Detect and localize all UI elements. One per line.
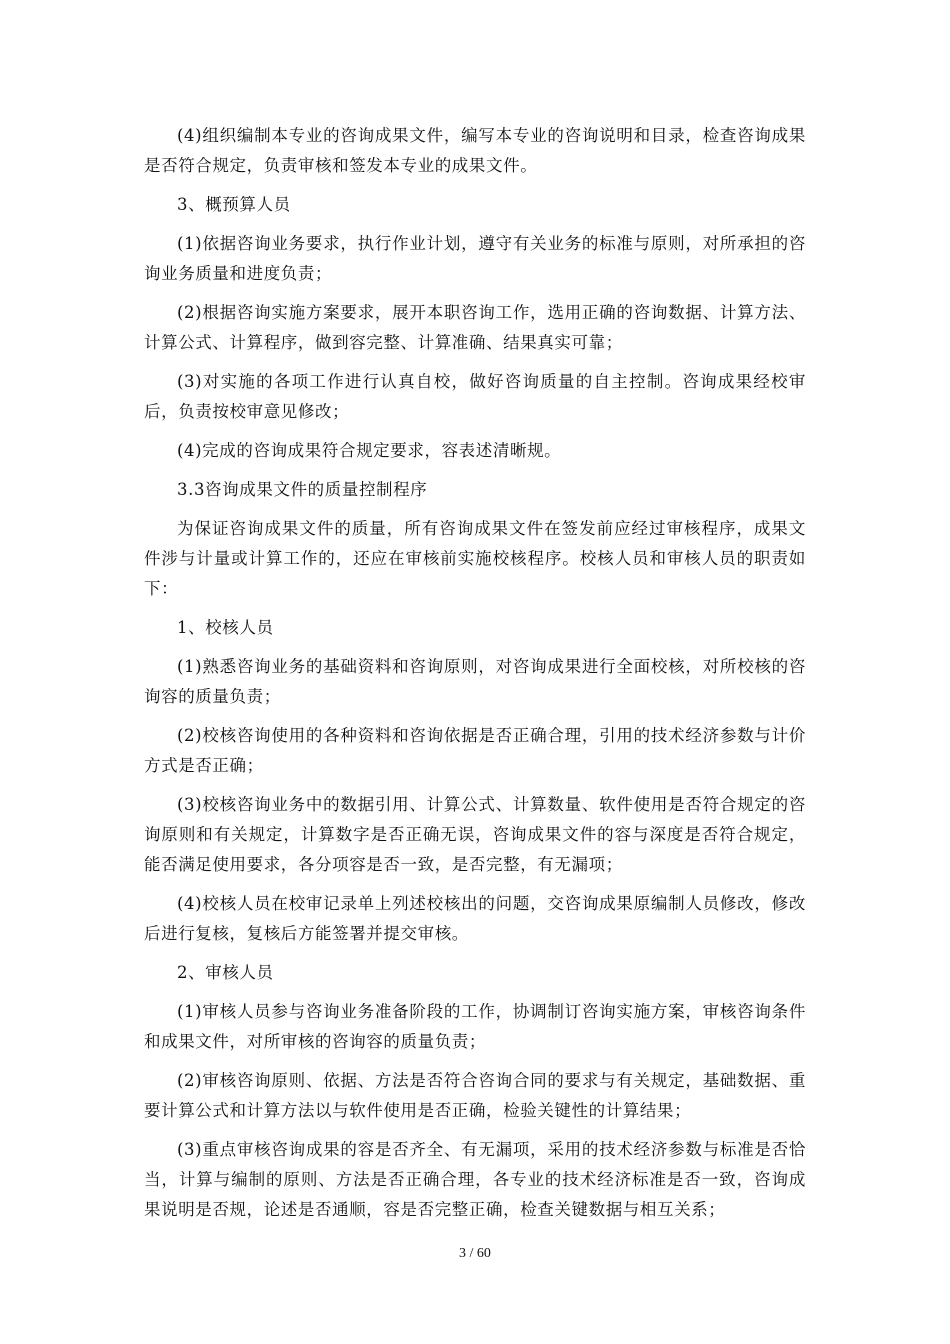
paragraph: (2)校核咨询使用的各种资料和咨询依据是否正确合理，引用的技术经济参数与计价方式是否正确； [144,726,806,775]
paragraph: (2)根据咨询实施方案要求，展开本职咨询工作，选用正确的咨询数据、计算方法、计算公式、计算程序，做到容完整、计算准确、结果真实可靠； [144,303,806,352]
paragraph: (3)对实施的各项工作进行认真自校，做好咨询质量的自主控制。咨询成果经校审后，负责按校审意见修改； [144,372,806,421]
section-heading: 2、审核人员 [177,963,274,982]
paragraph: (3)校核咨询业务中的数据引用、计算公式、计算数量、软件使用是否符合规定的咨询原则和有关规定，计算数字是否正确无误，咨询成果文件的容与深度是否符合规定，能否满足使用要求，各分项容是否一致，是否完整，有无漏项； [144,795,806,874]
section-heading: 3.3咨询成果文件的质量控制程序 [177,480,428,499]
paragraph: (4)校核人员在校审记录单上列述校核出的问题，交咨询成果原编制人员修改，修改后进行复核，复核后方能签署并提交审核。 [144,894,806,943]
section-heading: 1、校核人员 [177,618,274,637]
paragraph: (2)审核咨询原则、依据、方法是否符合咨询合同的要求与有关规定，基础数据、重要计算公式和计算方法以与软件使用是否正确，检验关键性的计算结果； [144,1071,806,1120]
paragraph: (1)审核人员参与咨询业务准备阶段的工作，协调制订咨询实施方案，审核咨询条件和成果文件，对所审核的咨询容的质量负责； [144,1002,806,1051]
paragraph: (4)完成的咨询成果符合规定要求，容表述清晰规。 [177,441,562,460]
paragraph: (1)熟悉咨询业务的基础资料和咨询原则，对咨询成果进行全面校核，对所校核的咨询容的质量负责； [144,657,806,706]
paragraph: 为保证咨询成果文件的质量，所有咨询成果文件在签发前应经过审核程序，成果文件涉与计量或计算工作的，还应在审核前实施校核程序。校核人员和审核人员的职责如下： [144,519,806,598]
paragraph: (3)重点审核咨询成果的容是否齐全、有无漏项，采用的技术经济参数与标准是否恰当，计算与编制的原则、方法是否正确合理，各专业的技术经济标准是否一致，咨询成果说明是否规，论述是否通顺，容是否完整正确，检查关键数据与相互关系； [144,1140,806,1219]
document-body [144,121,806,1234]
section-heading: 3、概预算人员 [177,195,291,214]
paragraph: (4)组织编制本专业的咨询成果文件，编写本专业的咨询说明和目录，检查咨询成果是否符合规定，负责审核和签发本专业的成果文件。 [144,126,806,175]
page-number: 3 / 60 [459,1246,491,1261]
paragraph: (1)依据咨询业务要求，执行作业计划，遵守有关业务的标准与原则，对所承担的咨询业务质量和进度负责； [144,234,806,283]
